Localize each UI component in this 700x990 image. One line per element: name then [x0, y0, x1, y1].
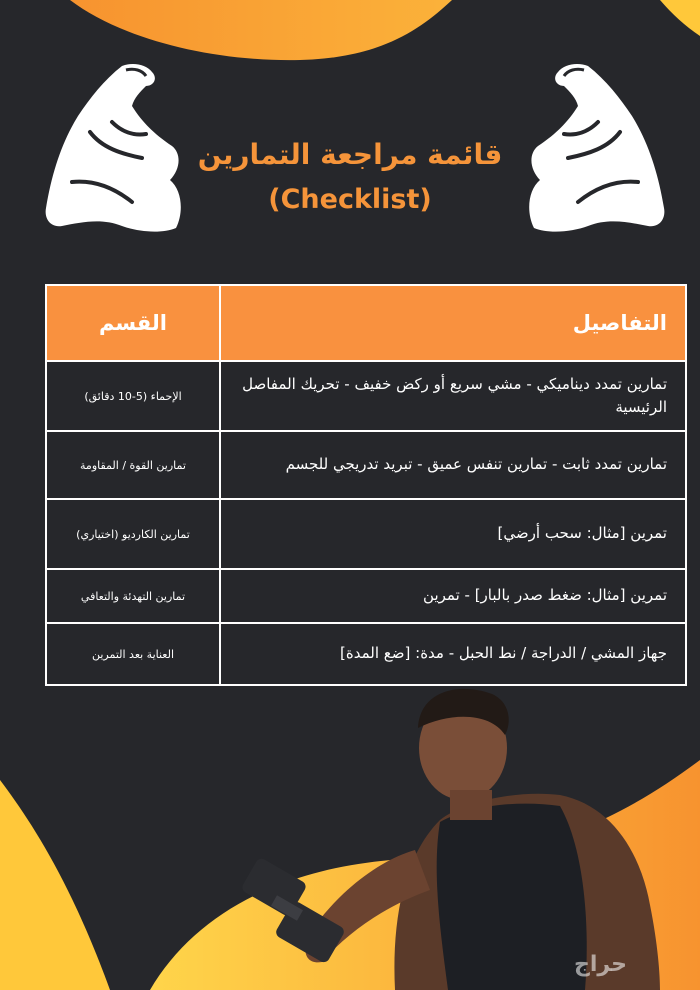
row-section-cell: الإحماء (5-10 دقائق) — [46, 361, 220, 431]
top-right-yellow-swoosh — [660, 0, 700, 36]
row-section-cell: تمارين الكارديو (اختياري) — [46, 499, 220, 569]
page-title-arabic: قائمة مراجعة التمارين — [197, 138, 503, 171]
checklist-table — [45, 284, 687, 686]
table-row — [46, 623, 686, 685]
row-details-cell: تمرين [مثال: سحب أرضي] — [220, 499, 686, 569]
row-details-cell: تمارين تمدد ثابت - تمارين تنفس عميق - تبريد تدريجي للجسم — [220, 431, 686, 499]
table-row — [46, 431, 686, 499]
man-lifting-dumbbell-photo — [240, 689, 660, 990]
page-title-english: (Checklist) — [268, 184, 432, 215]
watermark: حراج — [574, 952, 627, 977]
table-header-row — [46, 285, 686, 361]
row-section-cell: تمارين التهدئة والتعافي — [46, 569, 220, 623]
column-header-section: القسم — [46, 285, 220, 361]
left-yellow-band — [0, 780, 110, 990]
row-details-cell: تمارين تمدد ديناميكي - مشي سريع أو ركض خفيف - تحريك المفاصل الرئيسية — [220, 361, 686, 431]
row-section-cell: تمارين القوة / المقاومة — [46, 431, 220, 499]
table-row — [46, 569, 686, 623]
table-row — [46, 361, 686, 431]
top-orange-blob — [70, 0, 452, 60]
row-details-cell: تمرين [مثال: ضغط صدر بالبار] - تمرين — [220, 569, 686, 623]
row-section-cell: العناية بعد التمرين — [46, 623, 220, 685]
column-header-details: التفاصيل — [220, 285, 686, 361]
row-details-cell: جهاز المشي / الدراجة / نط الحبل - مدة: [ضع المدة] — [220, 623, 686, 685]
table-row — [46, 499, 686, 569]
